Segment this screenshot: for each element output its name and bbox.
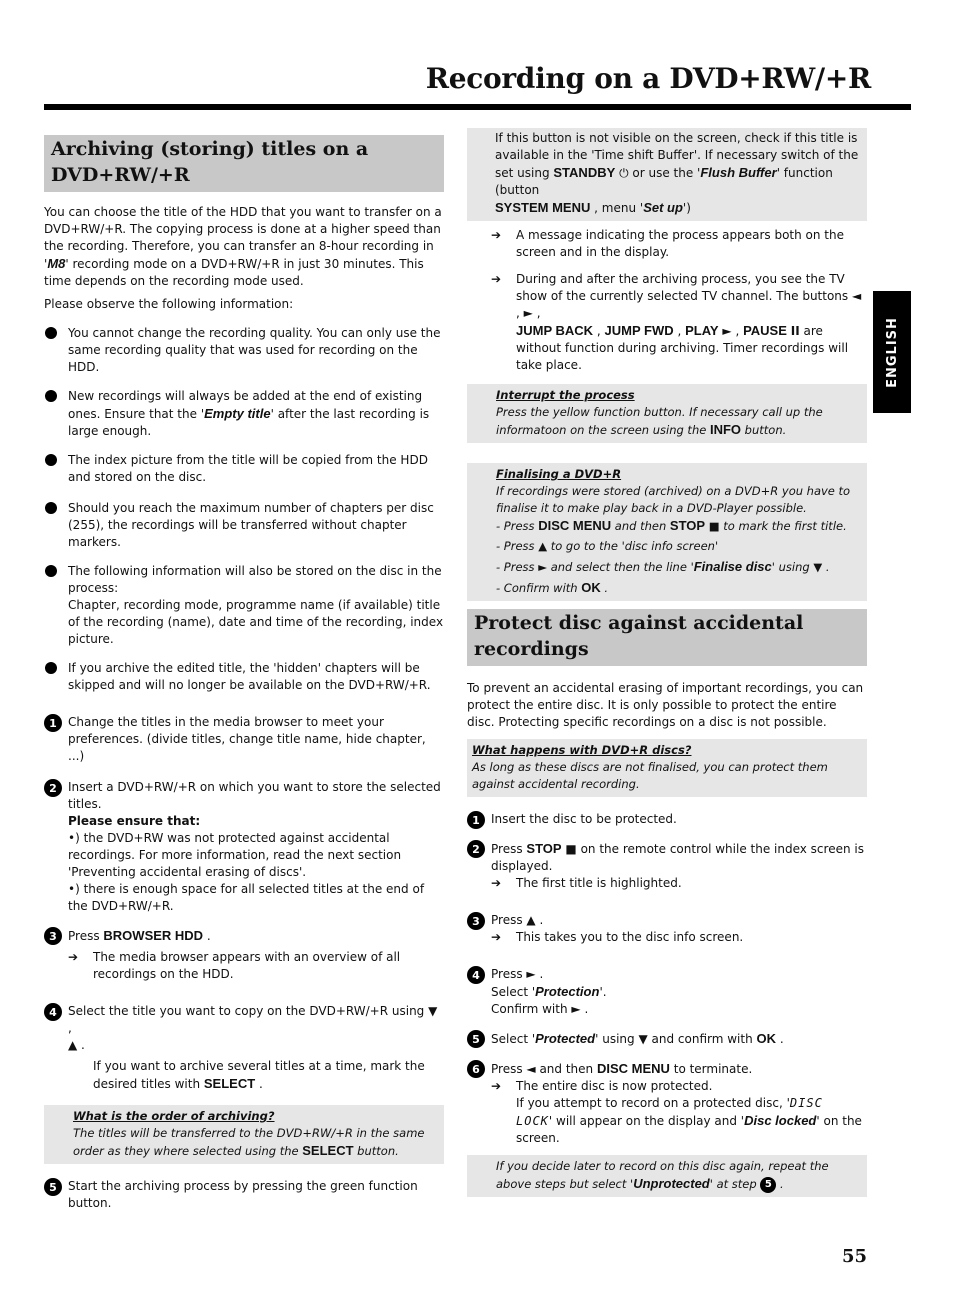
right-arrow-icon: ► [538, 560, 548, 574]
bullet-icon [45, 662, 57, 674]
language-tab-label: ENGLISH [884, 316, 900, 388]
step-number-icon: 3 [467, 912, 485, 930]
step-number-icon: 1 [44, 714, 62, 732]
step-number-icon: 2 [467, 840, 485, 858]
result-line: ➔ The entire disc is now protected. If you attempt to record on a protected disc, 'DISC LOCK' will appear on the display and 'Disc locked' on the screen. [491, 1079, 862, 1145]
up-arrow-icon: ▲ [68, 1038, 78, 1052]
protect-step-2: 2 Press STOP ■ on the remote control while the index screen is displayed. [467, 840, 867, 875]
protect-section-title: Protect disc against accidental recordings [467, 609, 867, 666]
protect-step-5: 5 Select 'Protected' using ▼ and confirm with OK . [467, 1030, 867, 1048]
result-arrow-icon: ➔ [491, 876, 502, 890]
order-box-heading: What is the order of archiving? [73, 1109, 275, 1123]
down-arrow-icon: ▼ [428, 1004, 438, 1018]
lcd-display-text: DISC LOCK [516, 1096, 823, 1128]
bullet-icon [45, 327, 57, 339]
standby-info-box: If this button is not visible on the screen, check if this title is available in the 'Time shift Buffer'. If necessary switch of the set using STANDBY ⏻ or use the 'Flush Buffer' function (button SYSTEM MENU , menu 'Set up') [467, 128, 867, 221]
tip-line: If you want to archive several titles at a time, mark the desired titles with SELECT . [93, 1059, 425, 1091]
bullet-icon [45, 502, 57, 514]
right-arrow-icon: ► [526, 967, 536, 981]
step-number-icon: 4 [467, 966, 485, 984]
discs-info-box: What happens with DVD+R discs? As long as these discs are not finalised, you can protect them against accidental recording. [467, 739, 867, 797]
archive-step-2: 2 Insert a DVD+RW/+R on which you want to store the selected titles. Please ensure that: •) the DVD+RW was not protected against accidental recordings. For more information, read the next section 'Preventing accidental erasing of discs'. •) there is enough space for all selected titles at the end of the DVD+RW/+R. [44, 779, 444, 915]
result-line: ➔ A message indicating the process appears both on the screen and in the display. [491, 228, 844, 259]
result-arrow-icon: ➔ [491, 228, 502, 242]
page-number: 55 [842, 1246, 868, 1267]
language-tab [873, 291, 911, 413]
left-arrow-icon: ◄ [526, 1062, 536, 1076]
step-number-icon: 2 [44, 779, 62, 797]
bullet-icon [45, 565, 57, 577]
left-column [44, 135, 444, 1212]
protect-step-1: 1 Insert the disc to be protected. [467, 811, 867, 828]
step-number-icon: 1 [467, 811, 485, 829]
stop-icon: ■ [565, 842, 577, 856]
list-item: If you archive the edited title, the 'hidden' chapters will be skipped and will no longer be available on the DVD+RW/+R. [44, 660, 444, 694]
right-arrow-icon: ► [523, 306, 533, 320]
finalise-box-heading: Finalising a DVD+R [496, 467, 622, 481]
header-rule [44, 104, 911, 110]
step-number-icon: 5 [467, 1030, 485, 1048]
observe-text: Please observe the following information: [44, 297, 294, 311]
archive-step-5: 5 Start the archiving process by pressing the green function button. [44, 1178, 444, 1212]
right-arrow-icon: ► [571, 1002, 581, 1016]
archive-step-3: 3 Press BROWSER HDD . [44, 927, 444, 945]
up-arrow-icon: ▲ [526, 913, 536, 927]
archive-step-1: 1 Change the titles in the media browser to meet your preferences. (divide titles, change title name, hide chapter, ...) [44, 714, 444, 765]
protect-intro: To prevent an accidental erasing of important recordings, you can protect the entire disc. It is only possible to protect the entire disc. Protecting specific recordings on a disc is not possible. [467, 681, 864, 729]
archiving-section-title: Archiving (storing) titles on a DVD+RW/+R [44, 135, 444, 192]
step-number-icon: 5 [44, 1178, 62, 1196]
interrupt-info-box: Interrupt the process Press the yellow function button. If necessary call up the informatoon on the screen using the INFO button. [467, 384, 867, 443]
list-item: You cannot change the recording quality. You can only use the same recording quality that was used for recording on the HDD. [44, 325, 444, 376]
standby-icon: ⏻ [619, 166, 629, 180]
result-arrow-icon: ➔ [491, 1079, 502, 1093]
protect-step-4: 4 Press ► . Select 'Protection'. Confirm with ► . [467, 966, 867, 1018]
step-number-icon: 3 [44, 927, 62, 945]
intro-paragraph: You can choose the title of the HDD that you want to transfer on a DVD+RW/+R. The copying process is done at a higher speed than the recording. Therefore, you can transfer an 8-hour recording in 'M8' recording mode on a DVD+RW/+R in just 30 minutes. This time depends on the recording mode used. [44, 205, 442, 288]
archive-step-4: 4 Select the title you want to copy on the DVD+RW/+R using ▼ , ▲ . [44, 1003, 444, 1054]
bullet-icon [45, 454, 57, 466]
right-column [467, 128, 867, 1197]
discs-box-heading: What happens with DVD+R discs? [472, 743, 692, 757]
result-line: ➔ The media browser appears with an overview of all recordings on the HDD. [68, 950, 401, 981]
up-arrow-icon: ▲ [538, 539, 548, 553]
result-line: ➔ This takes you to the disc info screen. [491, 930, 744, 944]
stop-icon: ■ [708, 519, 720, 533]
interrupt-box-heading: Interrupt the process [496, 388, 635, 402]
protect-step-3: 3 Press ▲ . [467, 912, 867, 929]
protect-step-6: 6 Press ◄ and then DISC MENU to terminate. [467, 1060, 867, 1078]
result-line: ➔ During and after the archiving process, you see the TV show of the currently selected TV channel. The buttons ◄ , ► , JUMP BACK , JUMP FWD , PLAY ► , PAUSE II are without function during archiving. Timer recordings will take place. [491, 272, 862, 372]
left-arrow-icon: ◄ [851, 289, 862, 303]
result-arrow-icon: ➔ [491, 930, 502, 944]
repeat-info-box: If you decide later to record on this disc again, repeat the above steps but select 'Unprotected' at step 5 . [467, 1155, 867, 1197]
list-item: The index picture from the title will be copied from the HDD and stored on the disc. [44, 452, 444, 486]
bullet-icon [45, 390, 57, 402]
down-arrow-icon: ▼ [638, 1032, 648, 1046]
result-arrow-icon: ➔ [68, 950, 79, 964]
step-number-icon: 4 [44, 1003, 62, 1021]
result-arrow-icon: ➔ [491, 272, 502, 286]
finalise-info-box: Finalising a DVD+R If recordings were stored (archived) on a DVD+R you have to finalise it to make play back in a DVD-Player possible. - Press DISC MENU and then STOP ■ to mark the first title. - Press ▲ to go to the 'disc info screen' - Press ► and select then the line 'Finalise disc' using ▼ . - Confirm with OK . [467, 463, 867, 601]
result-line: ➔ The first title is highlighted. [491, 876, 682, 890]
step-number-icon: 5 [760, 1177, 776, 1193]
list-item: New recordings will always be added at the end of existing ones. Ensure that the 'Empty title' after the last recording is large enough. [44, 388, 444, 440]
down-arrow-icon: ▼ [813, 560, 823, 574]
pause-icon: II [790, 324, 800, 338]
page-title: Recording on a DVD+RW/+R [425, 62, 871, 95]
play-icon: ► [722, 324, 732, 338]
order-info-box: What is the order of archiving? The titles will be transferred to the DVD+RW/+R in the same order as they where selected using the SELECT button. [44, 1105, 444, 1164]
step-number-icon: 6 [467, 1060, 485, 1078]
list-item: Should you reach the maximum number of chapters per disc (255), the recordings will be transferred without chapter markers. [44, 500, 444, 551]
list-item: The following information will also be stored on the disc in the process: Chapter, recording mode, programme name (if available) title of the recording (name), date and time of the recording, index picture. [44, 563, 444, 648]
